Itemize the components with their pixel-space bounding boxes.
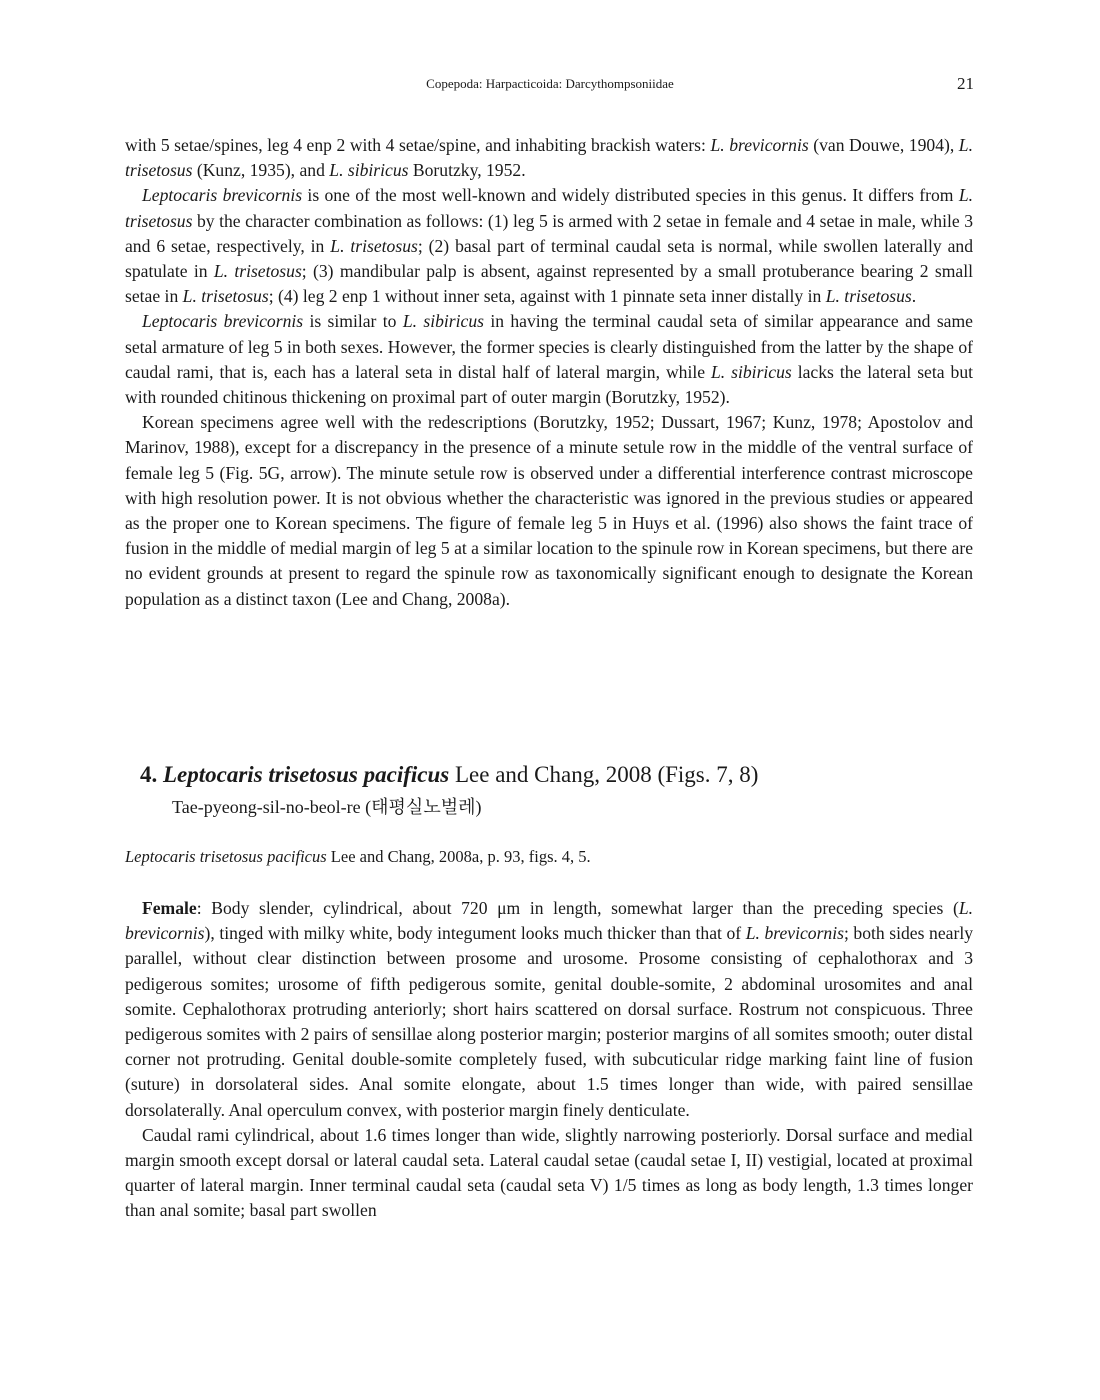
species-name: Leptocaris brevicornis	[142, 311, 304, 332]
species-name: L. trisetosus	[125, 135, 973, 181]
section-taxon: Leptocaris trisetosus pacificus	[163, 762, 450, 787]
text-run: Caudal rami cylindrical, about 1.6 times longer than wide, slightly narrowing posteriorly. Dorsal surface and medial margin smooth except dorsal or lateral caudal seta. Lateral caudal setae (caudal setae I, II) vestigial, located at proximal quarter of lateral margin. Inner terminal caudal seta (caudal seta V) 1/5 times as long as body length, 1.3 times longer than anal somite; basal part swollen	[125, 1124, 973, 1221]
species-name: Leptocaris brevicornis	[142, 185, 303, 206]
species-name: L. trisetosus	[825, 286, 912, 307]
text-run: lacks the lateral seta but with rounded chitinous thickening on proximal part of outer margin (Borutzky, 1952).	[125, 361, 973, 408]
species-name: L. sibiricus	[329, 160, 409, 181]
text-run: Lee and Chang, 2008a, p. 93, figs. 4, 5.	[326, 847, 591, 866]
species-name: L. brevicornis	[125, 898, 973, 944]
text-run: ; (4) leg 2 enp 1 without inner seta, against with 1 pinnate seta inner distally in	[268, 286, 826, 307]
text-run: ; both sides nearly parallel, without clear distinction between prosome and urosome. Prosome consisting of cephalothorax and 3 pedigerous somites; urosome of fifth pedigerous somite, genital double-somite, 2 abdominal urosomites and anal somite. Cephalothorax protruding anteriorly; short hairs scattered on dorsal surface. Rostrum not conspicuous. Three pedigerous somites with 2 pairs of sensillae along posterior margin; posterior margins of all somites smooth; outer distal corner not protruding. Genital double-somite completely fused, with subcuticular ridge marking faint line of fusion (suture) in dorsolateral sides. Anal somite elongate, about 1.5 times longer than wide, with paired sensillae dorsolaterally. Anal operculum convex, with posterior margin finely denticulate.	[125, 923, 973, 1120]
text-run: ; (2) basal part of terminal caudal seta is normal, while swollen laterally and spatulate in	[125, 235, 973, 282]
text-run: ; (3) mandibular palp is absent, against represented by a small protuberance bearing 2 small setae in	[125, 261, 973, 307]
discussion-text	[125, 133, 973, 612]
text-run: is similar to	[303, 311, 403, 332]
paragraph-caudal-rami	[125, 1123, 973, 1224]
paragraph-4	[125, 410, 973, 612]
paragraph-2	[125, 183, 973, 309]
species-name: L. sibiricus	[402, 311, 484, 332]
paragraph-female	[125, 896, 973, 1123]
paragraph-3	[125, 309, 973, 410]
text-run: by the character combination as follows: (1) leg 5 is armed with 2 setae in female and 4 setae in male, while 3 and 6 setae, respectively, in	[125, 210, 973, 256]
synonymy-citation	[125, 846, 591, 868]
text-run: is one of the most well-known and widely distributed species in this genus. It differs from	[302, 185, 959, 206]
text-run: : Body slender, cylindrical, about 720 μm in length, somewhat larger than the preceding species (	[196, 898, 959, 918]
text-run: in having the terminal caudal seta of similar appearance and same setal armature of leg 5 in both sexes. However, the former species is clearly distinguished from the latter by the shape of caudal rami, that is, each has a lateral seta in distal half of lateral margin, while	[125, 311, 973, 382]
page-number: 21	[957, 74, 974, 93]
text-run: .	[911, 286, 917, 307]
text-run: with 5 setae/spines, leg 4 enp 2 with 4 setae/spine, and inhabiting brackish waters:	[125, 135, 711, 155]
species-name: L. trisetosus	[125, 185, 973, 231]
section-authority: Lee and Chang, 2008 (Figs. 7, 8)	[449, 762, 759, 787]
paragraph-1	[125, 133, 973, 183]
section-number: 4.	[140, 762, 158, 787]
species-name: Leptocaris trisetosus pacificus	[125, 847, 327, 866]
common-name: Tae-pyeong-sil-no-beol-re (태평실노벌레)	[172, 797, 482, 817]
species-name: L. trisetosus	[330, 235, 418, 256]
text-run: ), tinged with milky white, body integument looks much thicker than that of	[204, 923, 746, 944]
female-label: Female	[142, 898, 197, 918]
description-text	[125, 896, 973, 1224]
text-run: (van Douwe, 1904),	[808, 135, 959, 155]
text-run: (Kunz, 1935), and	[192, 160, 330, 181]
section-heading	[140, 760, 1040, 790]
text-run: Borutzky, 1952.	[408, 160, 526, 181]
species-name: L. sibiricus	[711, 361, 792, 382]
species-name: L. trisetosus	[213, 261, 302, 282]
species-name: L. brevicornis	[710, 135, 809, 155]
running-head: Copepoda: Harpacticoida: Darcythompsoniidae	[426, 76, 674, 91]
text-run: Korean specimens agree well with the redescriptions (Borutzky, 1952; Dussart, 1967; Kunz, 1978; Apostolov and Marinov, 1988), except for a discrepancy in the presence of a minute setule row in the middle of the ventral surface of female leg 5 (Fig. 5G, arrow). The minute setule row is observed under a differential interference contrast microscope with high resolution power. It is not obvious whether the characteristic was ignored in the previous studies or appeared as the proper one to Korean specimens. The figure of female leg 5 in Huys et al. (1996) also shows the faint trace of fusion in the middle of medial margin of leg 5 at a similar location to the spinule row in Korean specimens, but there are no evident grounds at present to regard the spinule row as taxonomically significant enough to designate the Korean population as a distinct taxon (Lee and Chang, 2008a).	[125, 412, 973, 609]
species-name: L. trisetosus	[182, 286, 269, 307]
species-name: L. brevicornis	[745, 923, 844, 944]
